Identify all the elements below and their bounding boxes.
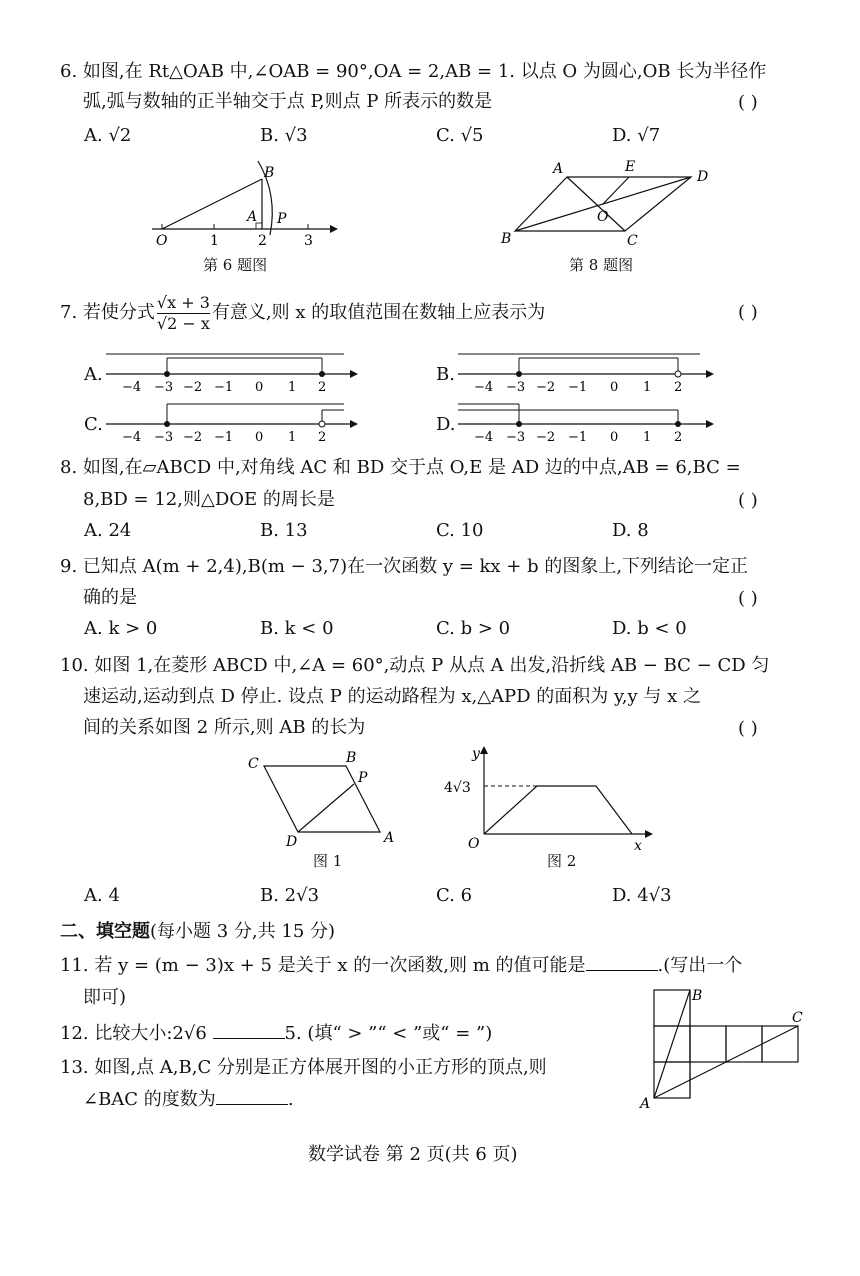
q8-line2: 8,BD = 12,则△DOE 的周长是 [83,489,335,510]
q7c-tick-neg3: −3 [154,430,174,445]
q7-prefix: 7. 若使分式 [60,302,155,323]
q8-label-e: E [625,159,636,175]
q10-fig1-label-d: D [286,834,298,848]
q7c-tick-0: 0 [255,430,264,445]
q7d-tick-neg1: −1 [568,430,588,445]
q6-caption: 第 6 题图 [203,256,268,274]
q13-figure [636,982,816,1112]
q7a-tick-neg3: −3 [154,380,174,395]
q6-tick-1: 1 [210,233,219,249]
section2-title: 二、填空题 [60,921,150,942]
q10-line3: 间的关系如图 2 所示,则 AB 的长为 [83,717,366,738]
q13-answer-blank[interactable] [216,1104,288,1105]
q10-fig2-label-y: y [472,746,480,762]
q10-fig2-caption: 图 2 [547,852,577,870]
q6-option-d: D. √7 [612,125,661,146]
q7a-tick-neg2: −2 [183,380,203,395]
q10-fig2-label-o: O [468,836,480,852]
q7b-tick-neg4: −4 [474,380,494,395]
q7-numberline-d [456,396,716,446]
q7-numerator: √x + 3 [156,292,210,312]
q12-answer-blank[interactable] [213,1038,285,1039]
q12-text-a: 12. 比较大小:2√6 [60,1023,207,1044]
q9-answer-paren: ( ) [738,588,758,609]
q8-label-b: B [501,231,512,247]
q7d-tick-neg3: −3 [506,430,526,445]
q7d-tick-2: 2 [674,430,683,445]
q8-answer-paren: ( ) [738,490,758,511]
q6-line2: 弧,弧与数轴的正半轴交于点 P,则点 P 所表示的数是 [83,91,493,112]
q10-fig1-label-c: C [248,756,259,772]
q7d-tick-neg2: −2 [536,430,556,445]
q7a-tick-neg1: −1 [214,380,234,395]
q8-label-d: D [697,169,709,185]
q6-line1: 6. 如图,在 Rt△OAB 中,∠OAB = 90°,OA = 2,AB = 1. 以点 O 为圆心,OB 长为半径作 [60,61,767,82]
q10-answer-paren: ( ) [738,718,758,739]
q7-numberline-c [104,396,360,446]
q7-option-a: A. [84,364,103,385]
q7-numberline-b [456,346,716,396]
q8-label-a: A [553,161,564,177]
q7b-tick-2: 2 [674,380,683,395]
q11-text-a: 11. 若 y = (m − 3)x + 5 是关于 x 的一次函数,则 m 的值可能是 [60,955,586,976]
q10-line1: 10. 如图 1,在菱形 ABCD 中,∠A = 60°,动点 P 从点 A 出发,沿折线 AB − BC − CD 匀 [60,655,770,676]
q7-suffix: 有意义,则 x 的取值范围在数轴上应表示为 [211,302,546,323]
q10-figure1 [240,748,400,848]
q8-option-d: D. 8 [612,520,649,541]
q11-text-b: .(写出一个 [657,955,743,976]
q6-option-c: C. √5 [436,125,484,146]
q7a-tick-2: 2 [318,380,327,395]
q13-label-b: B [692,988,703,1004]
q10-fig1-caption: 图 1 [313,852,343,870]
q6-option-b: B. √3 [260,125,308,146]
q9-option-d: D. b < 0 [612,618,687,639]
q7b-tick-neg2: −2 [536,380,556,395]
q7-numberline-a [104,346,360,396]
q10-option-b: B. 2√3 [260,885,320,906]
q8-label-o: O [597,209,609,225]
q8-option-b: B. 13 [260,520,308,541]
q6-option-a: A. √2 [84,125,132,146]
q10-figure2 [440,742,660,852]
q13-line2 [83,1084,294,1116]
q9-line1: 9. 已知点 A(m + 2,4),B(m − 3,7)在一次函数 y = kx + b 的图象上,下列结论一定正 [60,556,749,577]
q7d-tick-1: 1 [643,430,652,445]
q8-option-c: C. 10 [436,520,484,541]
q9-line2: 确的是 [83,587,137,608]
q10-option-a: A. 4 [84,885,120,906]
q7b-tick-neg1: −1 [568,380,588,395]
q13-label-a: A [640,1096,651,1112]
q9-option-a: A. k > 0 [84,618,158,639]
q7c-tick-neg2: −2 [183,430,203,445]
q13-line1: 13. 如图,点 A,B,C 分别是正方体展开图的小正方形的顶点,则 [60,1057,547,1078]
q7-stem [60,290,545,336]
q8-label-c: C [627,233,638,249]
q7b-tick-1: 1 [643,380,652,395]
q13-text-a: ∠BAC 的度数为 [83,1089,216,1110]
q10-option-c: C. 6 [436,885,473,906]
q6-label-o: O [156,233,168,249]
q13-label-c: C [792,1010,803,1026]
q8-figure [495,155,725,250]
q6-figure [140,155,340,250]
q7b-tick-neg3: −3 [506,380,526,395]
q7-option-c: C. [84,414,103,435]
q6-answer-paren: ( ) [738,92,758,113]
q7c-tick-neg4: −4 [122,430,142,445]
q7c-tick-2: 2 [318,430,327,445]
q7b-tick-0: 0 [610,380,619,395]
q10-fig1-label-a: A [384,830,395,846]
q10-fig2-label-x: x [634,838,642,852]
q11-line1 [60,950,742,982]
q7c-tick-neg1: −1 [214,430,234,445]
page-footer: 数学试卷 第 2 页(共 6 页) [308,1144,518,1165]
q12-line [60,1018,492,1050]
q6-label-b: B [264,165,275,181]
q7c-tick-1: 1 [288,430,297,445]
q6-label-p: P [277,211,287,227]
q6-tick-2: 2 [258,233,267,249]
q6-label-a: A [247,209,258,225]
q8-line1: 8. 如图,在▱ABCD 中,对角线 AC 和 BD 交于点 O,E 是 AD 边的中点,AB = 6,BC = [60,457,741,478]
q10-fig2-label-4root3: 4√3 [444,780,471,796]
q7-fraction [157,293,210,334]
q7-option-b: B. [436,364,455,385]
q7d-tick-0: 0 [610,430,619,445]
q7-option-d: D. [436,414,456,435]
q7a-tick-neg4: −4 [122,380,142,395]
section2-heading [60,916,335,948]
q10-option-d: D. 4√3 [612,885,672,906]
q8-caption: 第 8 题图 [569,256,634,274]
q7a-tick-0: 0 [255,380,264,395]
q7d-tick-neg4: −4 [474,430,494,445]
q11-line2: 即可) [83,987,127,1008]
q10-line2: 速运动,运动到点 D 停止. 设点 P 的运动路程为 x,△APD 的面积为 y,y 与 x 之 [83,686,702,707]
q9-option-b: B. k < 0 [260,618,334,639]
section2-note: (每小题 3 分,共 15 分) [150,921,336,942]
q6-tick-3: 3 [304,233,313,249]
q13-text-b: . [287,1089,294,1110]
q8-option-a: A. 24 [84,520,132,541]
q7-denominator: √2 − x [156,313,210,333]
q12-text-b: 5. (填“ > ”“ < ”或“ = ”) [284,1023,493,1044]
q10-fig1-label-b: B [346,750,357,766]
q9-option-c: C. b > 0 [436,618,511,639]
q7-answer-paren: ( ) [738,302,758,323]
q10-fig1-label-p: P [358,770,368,786]
q7a-tick-1: 1 [288,380,297,395]
q11-answer-blank[interactable] [586,970,658,971]
